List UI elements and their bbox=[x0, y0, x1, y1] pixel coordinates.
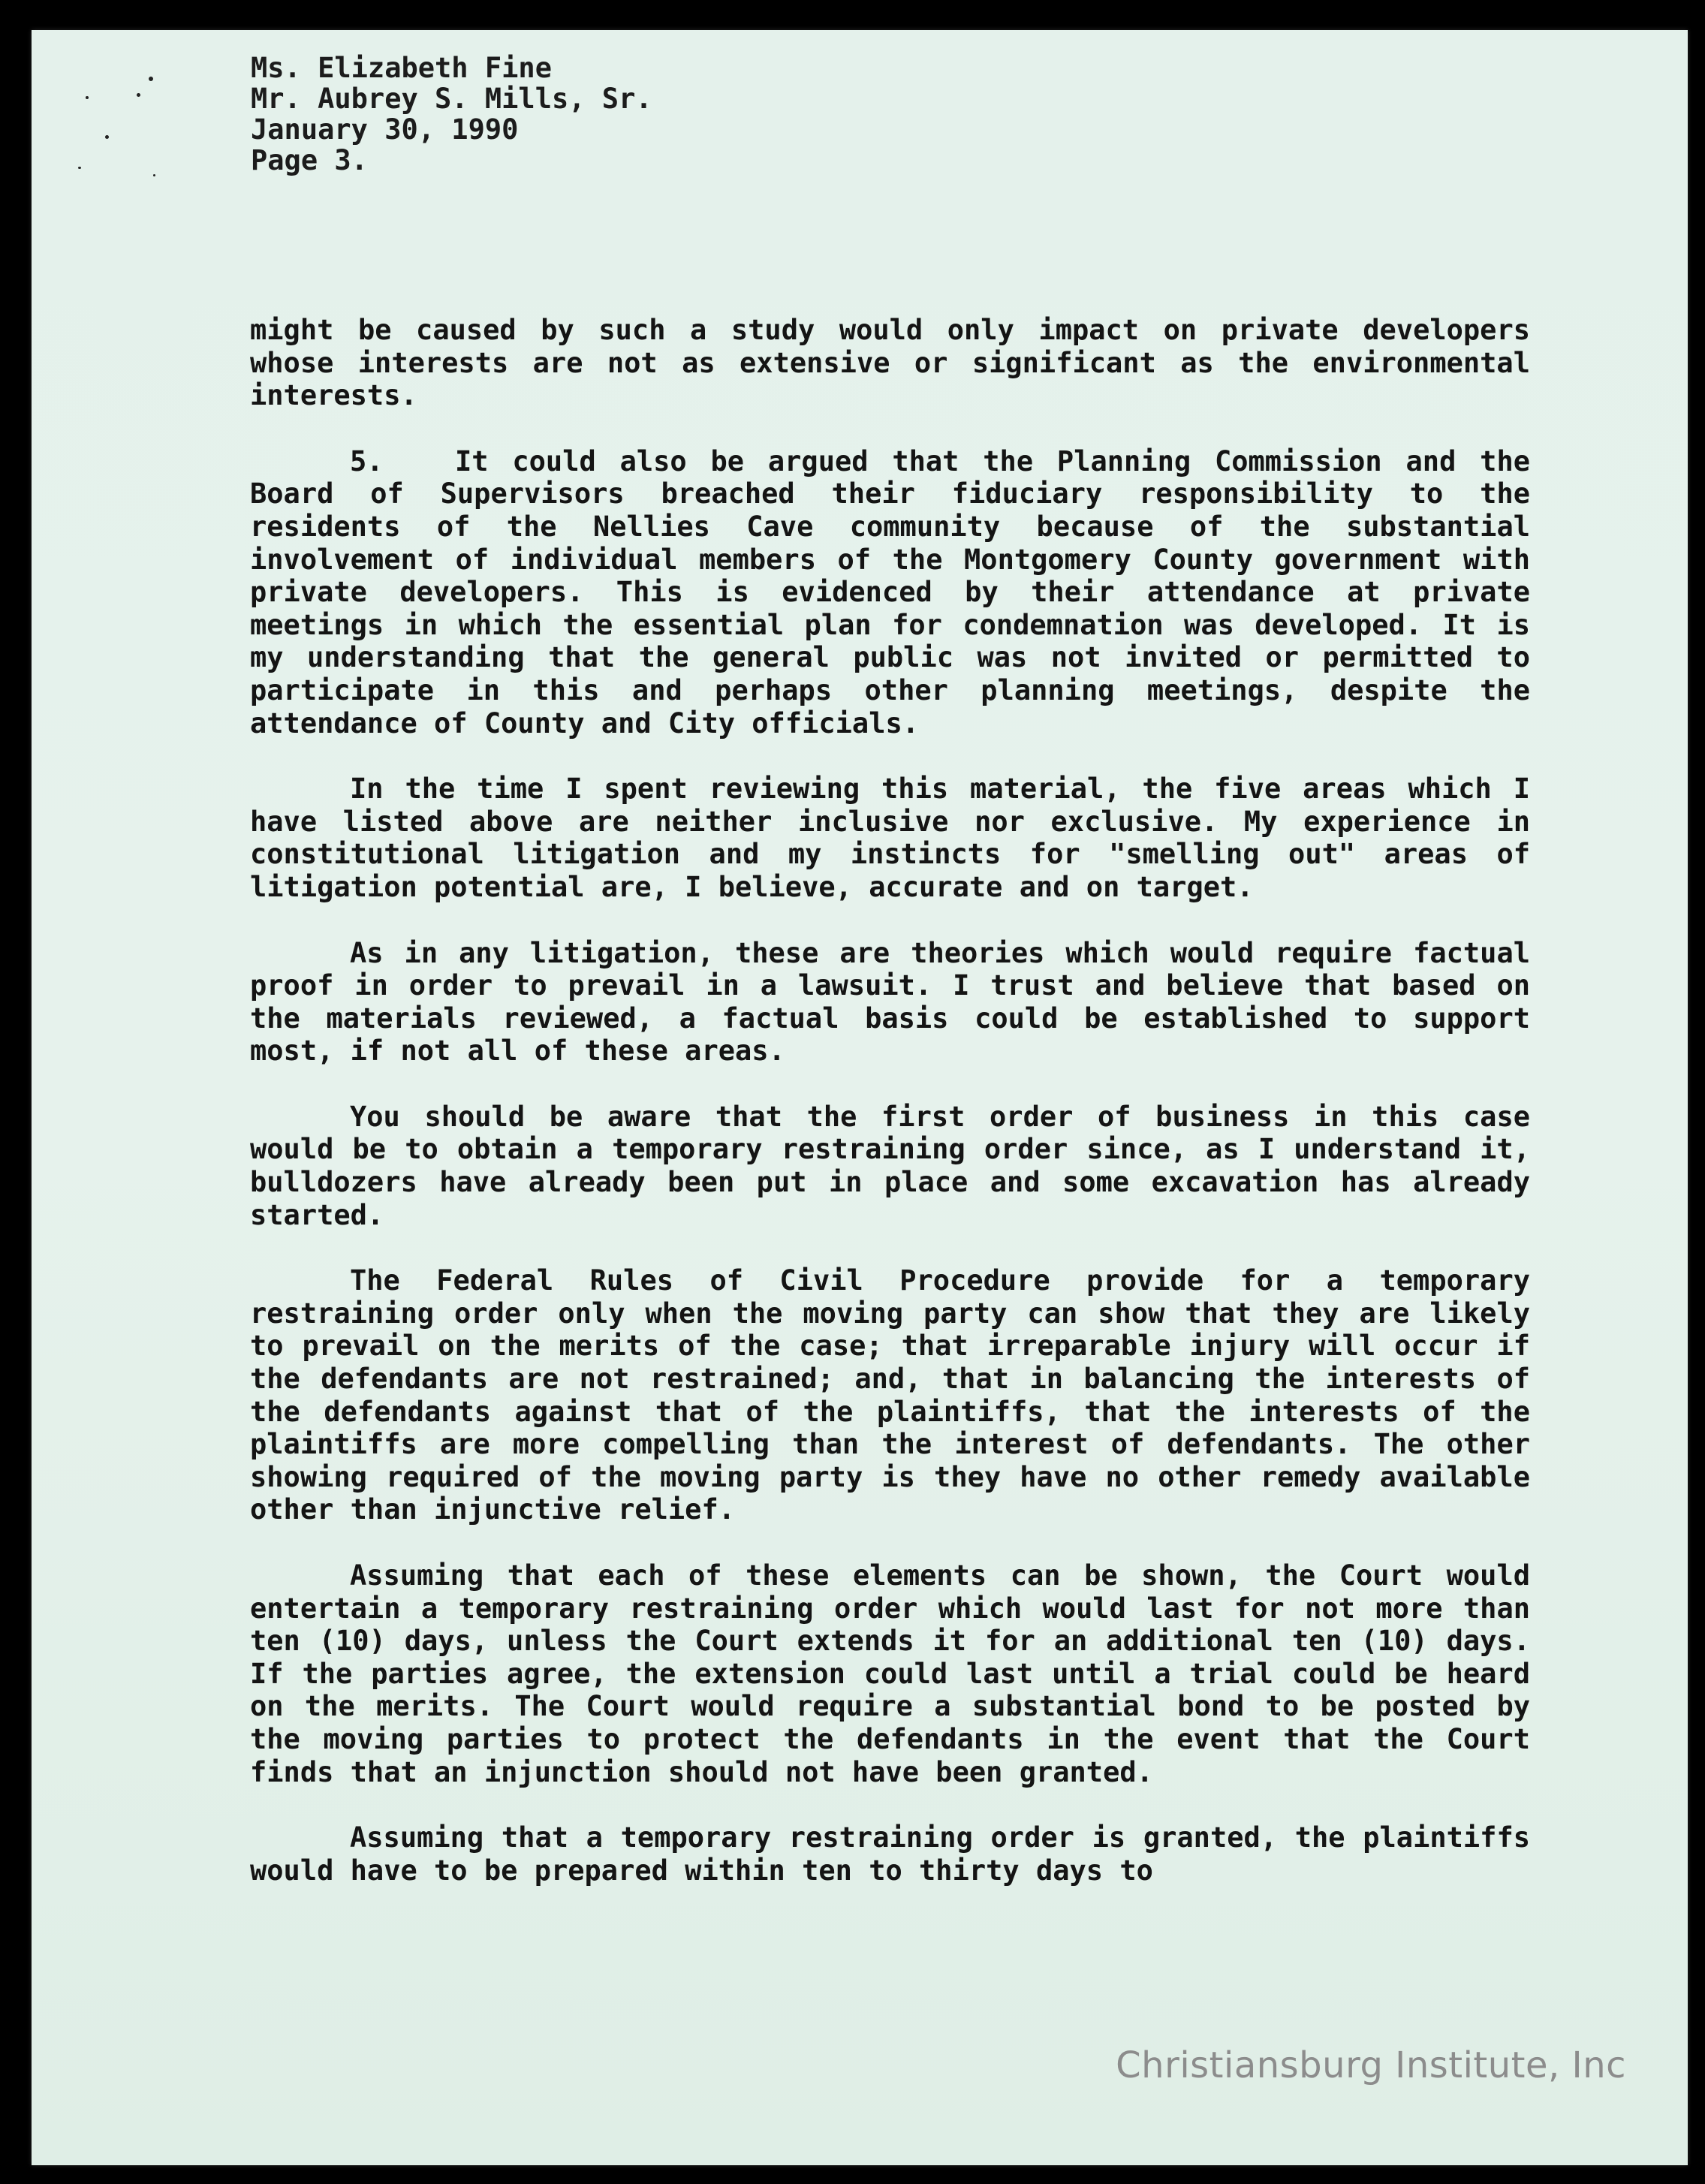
watermark: Christiansburg Institute, Inc bbox=[1116, 2044, 1626, 2086]
paper-speck bbox=[153, 174, 155, 176]
paper-speck bbox=[149, 77, 153, 81]
recipient-line-2: Mr. Aubrey S. Mills, Sr. bbox=[251, 83, 652, 115]
paragraph-federal-rules: The Federal Rules of Civil Procedure provide for a temporary restraining order only when the moving party can show that they are likely to prevail on the merits of the case; that irreparable injury will occur if the defendants are not restrained; and, that in balancing the interests of the defendants against that of the plaintiffs, that the interests of the plaintiffs are more compelling than the interest of defendants. The other showing required of the moving party is they have no other remedy available other than injunctive relief. bbox=[250, 1264, 1530, 1526]
paragraph-review-summary: In the time I spent reviewing this material, the five areas which I have listed above are neither inclusive nor exclusive. My experience in constitutional litigation and my instincts for "smelling out" areas of litigation potential are, I believe, accurate and on target. bbox=[250, 773, 1530, 903]
letter-date: January 30, 1990 bbox=[251, 113, 519, 146]
paragraph-first-order: You should be aware that the first order of business in this case would be to obtain a temporary restraining order since, as I understand it, bulldozers have already been put in place and some excavation has already started. bbox=[250, 1100, 1530, 1231]
letter-body bbox=[250, 314, 1530, 1887]
paragraph-item-5: 5. It could also be argued that the Planning Commission and the Board of Supervisors breached their fiduciary responsibility to the residents of the Nellies Cave community because of the substantial involvement of individual members of the Montgomery County government with private developers. This is evidenced by their attendance at private meetings in which the essential plan for condemnation was developed. It is my understanding that the general public was not invited or permitted to participate in this and perhaps other planning meetings, despite the attendance of County and City officials. bbox=[250, 444, 1530, 740]
paper-speck bbox=[137, 93, 140, 97]
paragraph-continuation: might be caused by such a study would only impact on private developers whose interests are not as extensive or significant as the environmental interests. bbox=[250, 314, 1530, 412]
paragraph-litigation-theories: As in any litigation, these are theories which would require factual proof in order to prevail in a lawsuit. I trust and believe that based on the materials reviewed, a factual basis could be established to support most, if not all of these areas. bbox=[250, 936, 1530, 1068]
paper-speck bbox=[105, 135, 109, 139]
paragraph-tro-duration: Assuming that each of these elements can be shown, the Court would entertain a temporary restraining order which would last for not more than ten (10) days, unless the Court extends it for an additional ten (10) days. If the parties agree, the extension could last until a trial could be heard on the merits. The Court would require a substantial bond to be posted by the moving parties to protect the defendants in the event that the Court finds that an injunction should not have been granted. bbox=[250, 1559, 1530, 1788]
paper-speck bbox=[78, 167, 81, 169]
recipient-line-1: Ms. Elizabeth Fine bbox=[251, 52, 552, 84]
letter-header bbox=[251, 53, 652, 176]
paper-speck bbox=[86, 96, 89, 99]
page-number: Page 3. bbox=[251, 144, 368, 176]
paragraph-tro-granted: Assuming that a temporary restraining order is granted, the plaintiffs would have to be prepared within ten to thirty days to bbox=[250, 1821, 1530, 1887]
